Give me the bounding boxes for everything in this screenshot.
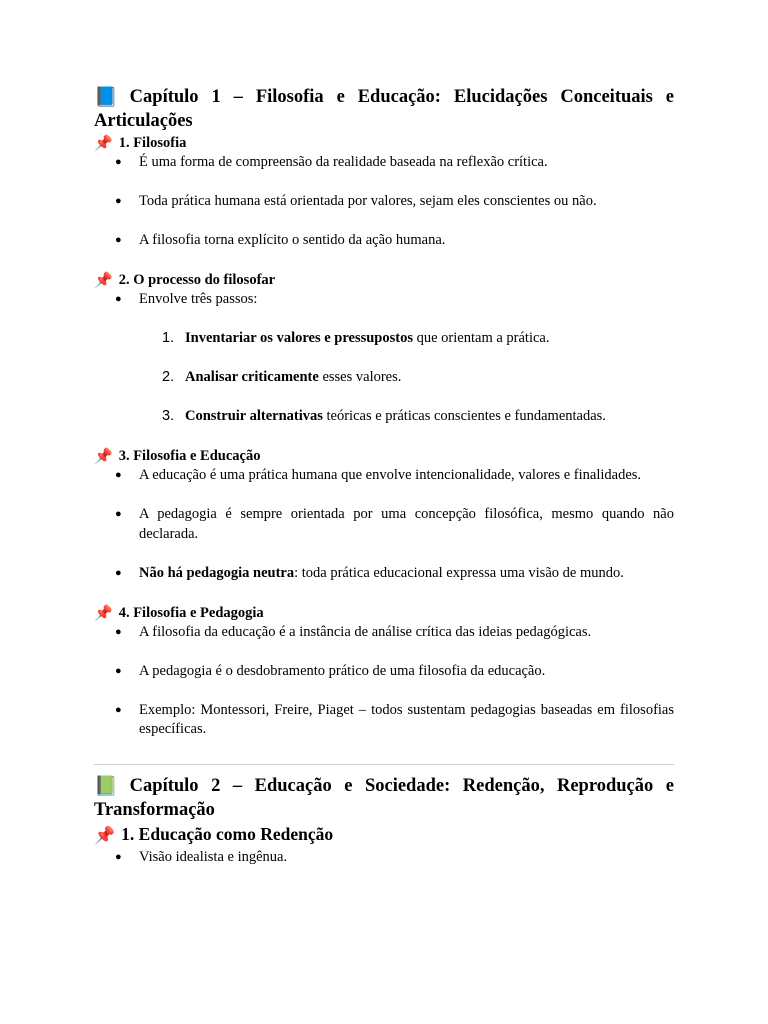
- bullet-dot: ●: [115, 850, 122, 863]
- chapter-1-title: [94, 85, 674, 133]
- list-item-text: Visão idealista e ingênua.: [139, 848, 288, 865]
- section-heading-text: 1. Educação como Redenção: [121, 823, 334, 844]
- spacer: [94, 310, 674, 330]
- list-item-text: É uma forma de compreensão da realidade baseada na reflexão crítica.: [139, 154, 548, 170]
- item-text: esses valores.: [318, 369, 402, 385]
- section-heading: [94, 822, 674, 848]
- item-number: 3.: [162, 408, 175, 424]
- bullet-list: [94, 466, 674, 583]
- spacer: [94, 427, 674, 447]
- bullet-dot: ●: [115, 195, 122, 207]
- list-item-text: Exemplo: Montessori, Freire, Piaget – todos sustentam pedagogias baseadas em filosofias específicas.: [139, 701, 674, 737]
- document-content: [94, 85, 674, 867]
- pushpin-icon: 📌: [94, 603, 113, 622]
- list-item: [94, 701, 674, 740]
- section-heading: [94, 446, 674, 466]
- section-heading-text: 4. Filosofia e Pedagogia: [118, 604, 264, 621]
- spacer: [94, 642, 674, 662]
- section-heading: [94, 270, 674, 290]
- chapter-1-title-text: Capítulo 1 – Filosofia e Educação: Elucidações Conceituais e Articulações: [94, 87, 674, 131]
- list-item-text: Toda prática humana está orientada por valores, sejam eles conscientes ou não.: [139, 193, 597, 209]
- item-bold-text: Analisar criticamente: [185, 369, 319, 385]
- item-number: 1.: [162, 330, 175, 346]
- bullet-dot: ●: [115, 508, 122, 520]
- section-heading-text: 3. Filosofia e Educação: [118, 448, 261, 464]
- spacer: [94, 681, 674, 701]
- list-item-bold-text: Não há pedagogia neutra: [139, 564, 295, 581]
- item-text: que orientam a prática.: [413, 330, 550, 346]
- bullet-dot: ●: [115, 625, 122, 638]
- spacer: [94, 544, 674, 564]
- bullet-dot: ●: [115, 566, 122, 579]
- list-item: [94, 192, 674, 212]
- numbered-item: [94, 368, 674, 388]
- pushpin-icon: 📌: [94, 271, 113, 289]
- list-item-text: : toda prática educacional expressa uma visão de mundo.: [294, 564, 624, 581]
- list-item-text: A filosofia torna explícito o sentido da ação humana.: [139, 232, 446, 248]
- section-heading: [94, 133, 674, 153]
- item-text: teóricas e práticas conscientes e fundamentadas.: [322, 408, 606, 424]
- pushpin-icon: 📌: [94, 447, 113, 465]
- spacer: [94, 251, 674, 271]
- section-heading-text: 1. Filosofia: [118, 135, 187, 151]
- spacer: [94, 765, 674, 774]
- bullet-dot: ●: [115, 664, 122, 677]
- spacer: [94, 740, 674, 764]
- green-book-icon: 📗: [94, 774, 118, 797]
- section-heading-text: 2. O processo do filosofar: [118, 272, 276, 288]
- spacer: [94, 173, 674, 193]
- list-item: [94, 466, 674, 486]
- bullet-dot: ●: [115, 469, 122, 481]
- list-item: [94, 623, 674, 643]
- bullet-dot: ●: [115, 703, 122, 716]
- spacer: [94, 212, 674, 232]
- list-item: [94, 662, 674, 682]
- list-item-text: A pedagogia é o desdobramento prático de uma filosofia da educação.: [139, 662, 546, 679]
- list-item: [94, 290, 674, 310]
- bullet-dot: ●: [115, 156, 122, 168]
- list-item-text: A filosofia da educação é a instância de análise crítica das ideias pedagógicas.: [139, 623, 592, 640]
- chapter-2-title: [94, 774, 674, 822]
- item-bold-text: Construir alternativas: [185, 408, 323, 424]
- bullet-dot: ●: [115, 234, 122, 246]
- bullet-list: [94, 848, 674, 868]
- list-item: [94, 564, 674, 584]
- bullet-list: [94, 153, 674, 251]
- list-item: [94, 153, 674, 173]
- bullet-dot: ●: [115, 293, 122, 305]
- numbered-list: [94, 329, 674, 427]
- item-bold-text: Inventariar os valores e pressupostos: [185, 330, 413, 346]
- list-item: [94, 505, 674, 544]
- spacer: [94, 486, 674, 506]
- spacer: [94, 388, 674, 408]
- list-item: [94, 848, 674, 868]
- bullet-list: [94, 623, 674, 740]
- spacer: [94, 349, 674, 369]
- item-number: 2.: [162, 369, 175, 385]
- list-item: [94, 231, 674, 251]
- list-item-text: A educação é uma prática humana que envolve intencionalidade, valores e finalidades.: [139, 467, 642, 483]
- list-item-text: Envolve três passos:: [139, 291, 258, 307]
- numbered-item: [94, 329, 674, 349]
- section-heading: [94, 603, 674, 623]
- blue-book-icon: 📘: [94, 86, 118, 108]
- numbered-item: [94, 407, 674, 427]
- pushpin-icon: 📌: [94, 134, 113, 152]
- chapter-2-title-text: Capítulo 2 – Educação e Sociedade: Redenção, Reprodução e Transformação: [94, 775, 674, 820]
- pushpin-icon: 📌: [94, 825, 116, 846]
- bullet-list: [94, 290, 674, 310]
- list-item-text: A pedagogia é sempre orientada por uma concepção filosófica, mesmo quando não declarada.: [139, 506, 674, 542]
- spacer: [94, 583, 674, 603]
